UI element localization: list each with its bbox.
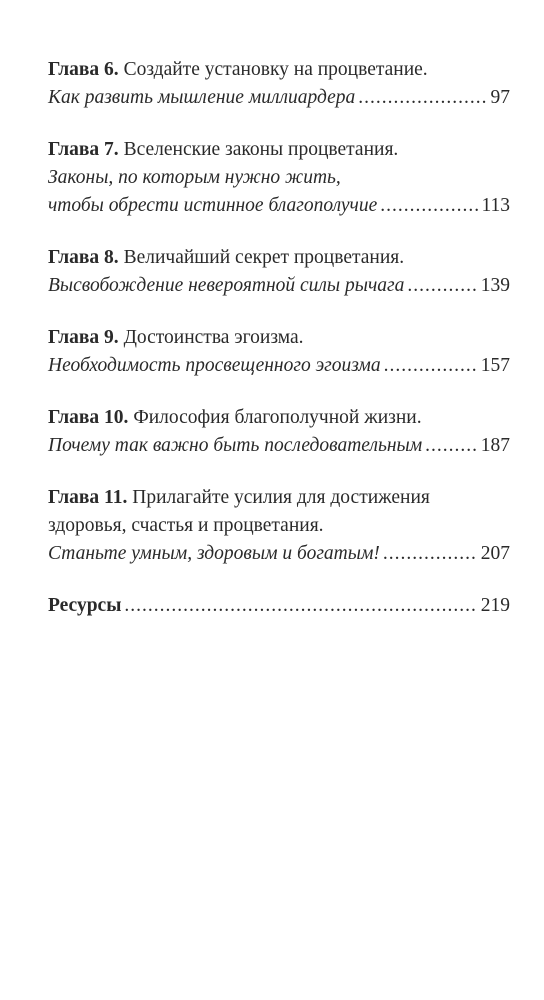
chapter-subtitle-line — [48, 352, 510, 380]
chapter-title-continued: здоровья, счастья и процветания. — [48, 515, 324, 536]
chapter-subtitle-line — [48, 192, 510, 220]
chapter-subtitle: чтобы обрести истинное благополучие — [48, 195, 378, 216]
chapter-title: Величайший секрет процветания. — [123, 247, 405, 268]
chapter-heading — [48, 136, 510, 164]
page-number: 187 — [480, 435, 510, 456]
chapter-subtitle-line — [48, 84, 510, 112]
toc-entry-chapter-10 — [48, 404, 510, 460]
page-number: 157 — [480, 355, 510, 376]
chapter-title: Философия благополучной жизни. — [133, 407, 422, 428]
toc-entry-chapter-7 — [48, 136, 510, 220]
toc-entry-chapter-9 — [48, 324, 510, 380]
page-number: 113 — [481, 195, 510, 216]
chapter-title: Достоинства эгоизма. — [123, 327, 304, 348]
resources-line — [48, 592, 510, 620]
chapter-subtitle-line — [48, 540, 510, 568]
chapter-subtitle: Как развить мышление миллиардера — [48, 87, 356, 108]
chapter-title: Вселенские законы процветания. — [123, 139, 399, 160]
chapter-heading — [48, 244, 510, 272]
chapter-number: Глава 8. — [48, 247, 119, 268]
toc-entry-chapter-11 — [48, 484, 510, 568]
dot-leader — [425, 432, 478, 460]
chapter-number: Глава 9. — [48, 327, 119, 348]
dot-leader — [124, 592, 477, 620]
chapter-number: Глава 10. — [48, 407, 129, 428]
dot-leader — [358, 84, 487, 112]
resources-label: Ресурсы — [48, 595, 122, 616]
dot-leader — [407, 272, 477, 300]
chapter-subtitle: Высвобождение невероятной силы рычага — [48, 275, 405, 296]
chapter-subtitle-line — [48, 432, 510, 460]
chapter-number: Глава 11. — [48, 487, 128, 508]
page-number: 139 — [480, 275, 510, 296]
chapter-heading — [48, 404, 510, 432]
chapter-subtitle: Почему так важно быть последовательным — [48, 435, 423, 456]
chapter-subtitle: Законы, по которым нужно жить, — [48, 167, 341, 188]
chapter-title: Прилагайте усилия для достижения — [132, 487, 430, 508]
toc-entry-chapter-6 — [48, 56, 510, 112]
toc-entry-resources — [48, 592, 510, 620]
toc-entry-chapter-8 — [48, 244, 510, 300]
chapter-title: Создайте установку на процветание. — [123, 59, 428, 80]
chapter-subtitle-line — [48, 272, 510, 300]
page-number: 207 — [480, 543, 510, 564]
chapter-heading — [48, 56, 510, 84]
chapter-heading — [48, 324, 510, 352]
chapter-number: Глава 7. — [48, 139, 119, 160]
chapter-subtitle: Станьте умным, здоровым и богатым! — [48, 543, 380, 564]
dot-leader — [380, 192, 478, 220]
page-number: 219 — [480, 595, 510, 616]
chapter-heading — [48, 484, 510, 512]
chapter-number: Глава 6. — [48, 59, 119, 80]
page-number: 97 — [490, 87, 510, 108]
dot-leader — [383, 540, 478, 568]
table-of-contents — [48, 56, 510, 620]
chapter-subtitle: Необходимость просвещенного эгоизма — [48, 355, 381, 376]
dot-leader — [384, 352, 478, 380]
